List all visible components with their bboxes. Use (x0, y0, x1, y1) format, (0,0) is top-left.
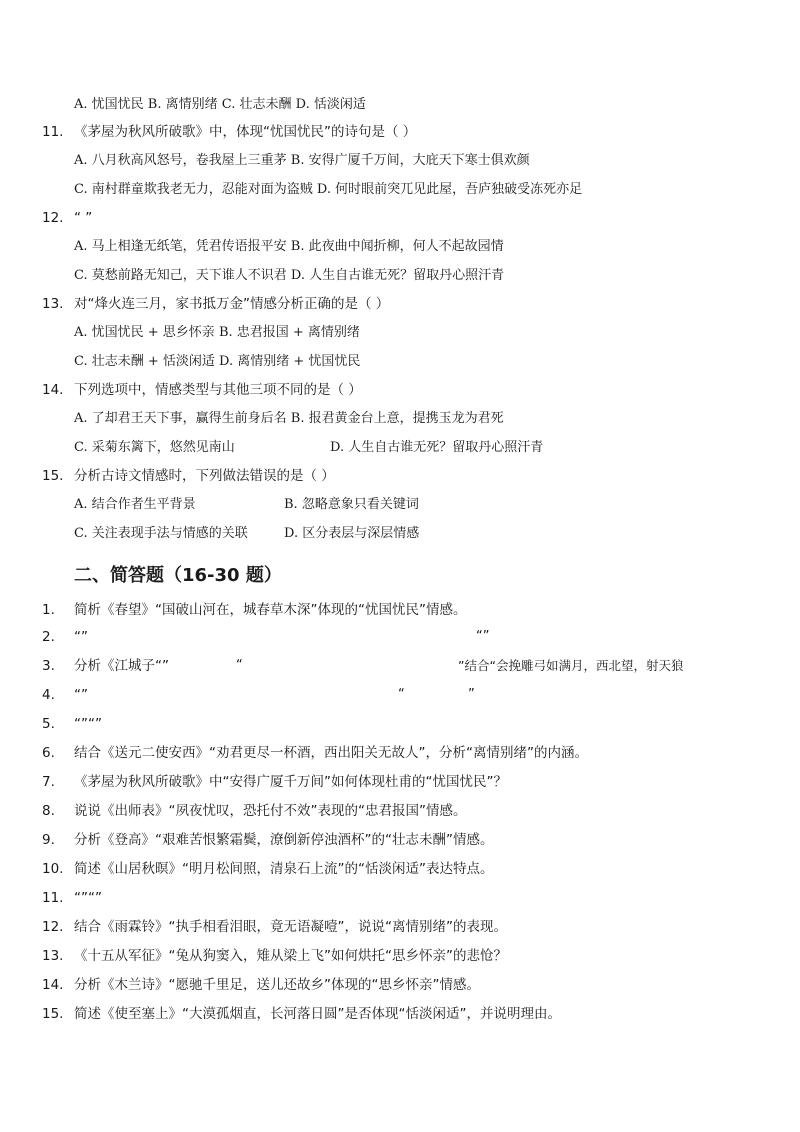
option-line-10 (0, 92, 800, 118)
option-cd: C. 南村群童欺我老无力，忍能对面为盗贼 D. 何时眼前突兀见此屋，吾庐独破受冻死亦足 (74, 182, 583, 197)
question-number: 13. (42, 296, 64, 312)
item-text: “” (74, 629, 88, 645)
short-answer-12 (0, 914, 800, 940)
short-answer-9 (0, 827, 800, 853)
option-line (0, 263, 800, 289)
question-14 (0, 377, 800, 403)
option-line (0, 406, 800, 432)
item-text: “”“” (74, 890, 102, 906)
short-answer-14 (0, 972, 800, 998)
question-stem: 分析古诗文情感时，下列做法错误的是（ ） (74, 468, 335, 484)
option-line (0, 435, 800, 461)
option-line (0, 177, 800, 203)
question-stem: “ ” (74, 210, 93, 226)
option-d: D. 区分表层与深层情感 (284, 526, 420, 541)
section-heading: 二、简答题（16-30 题） (74, 565, 282, 586)
item-number: 8. (42, 803, 55, 819)
option-c: C. 关注表现手法与情感的关联 (74, 526, 248, 541)
item-text: 《茅屋为秋风所破歌》中“安得广厦千万间”如何体现杜甫的“忧国忧民”？ (74, 774, 507, 790)
item-number: 13. (42, 948, 64, 964)
question-11 (0, 119, 800, 145)
question-number: 12. (42, 210, 64, 226)
question-stem: 对“烽火连三月，家书抵万金”情感分析正确的是（ ） (74, 296, 390, 312)
short-answer-11 (0, 885, 800, 911)
option-cd: C. 莫愁前路无知己，天下谁人不识君 D. 人生自古谁无死？留取丹心照汗青 (74, 268, 505, 283)
item-text: 说说《出师表》“夙夜忧叹，恐托付不效”表现的“忠君报国”情感。 (74, 803, 467, 819)
item-text: 简述《山居秋暝》“明月松间照，清泉石上流”的“恬淡闲适”表达特点。 (74, 861, 494, 877)
item-number: 1. (42, 602, 55, 618)
option-c: C. 采菊东篱下，悠然见南山 (74, 440, 235, 455)
short-answer-1 (0, 597, 800, 623)
option-line (0, 234, 800, 260)
item-text: 分析《木兰诗》“愿驰千里足，送儿还故乡”体现的“思乡怀亲”情感。 (74, 977, 480, 993)
option-line (0, 320, 800, 346)
item-number: 2. (42, 629, 55, 645)
option-line (0, 492, 800, 518)
item-number: 3. (42, 658, 55, 674)
item-number: 9. (42, 832, 55, 848)
option-b: B. 忽略意象只看关键词 (284, 497, 419, 512)
option-ab: A. 了却君王天下事，赢得生前身后名 B. 报君黄金台上意，提携玉龙为君死 (74, 411, 504, 426)
item-number: 15. (42, 1006, 64, 1022)
short-answer-13 (0, 943, 800, 969)
item-number: 6. (42, 745, 55, 761)
question-stem: 《茅屋为秋风所破歌》中，体现“忧国忧民”的诗句是（ ） (74, 124, 417, 140)
short-answer-5 (0, 711, 800, 737)
question-13 (0, 291, 800, 317)
short-answer-4 (0, 682, 800, 708)
short-answer-6 (0, 740, 800, 766)
option-cd: C. 壮志未酬 + 恬淡闲适 D. 离情别绪 + 忧国忧民 (74, 354, 361, 369)
options-10: A. 忧国忧民 B. 离情别绪 C. 壮志未酬 D. 恬淡闲适 (74, 97, 366, 112)
short-answer-7 (0, 769, 800, 795)
item-text: 结合《送元二使安西》“劝君更尽一杯酒，西出阳关无故人”，分析“离情别绪”的内涵。 (74, 745, 588, 761)
item-text: 简述《使至塞上》“大漠孤烟直，长河落日圆”是否体现“恬淡闲适”，并说明理由。 (74, 1006, 561, 1022)
option-line (0, 349, 800, 375)
option-ab: A. 忧国忧民 + 思乡怀亲 B. 忠君报国 + 离情别绪 (74, 325, 360, 340)
item-text-fragment: “ (236, 658, 243, 673)
item-text: “” (74, 687, 88, 703)
item-text-fragment: “” (476, 629, 490, 644)
question-number: 15. (42, 468, 64, 484)
item-text-fragment: ” (468, 687, 475, 702)
item-number: 14. (42, 977, 64, 993)
item-number: 10. (42, 861, 64, 877)
short-answer-10 (0, 856, 800, 882)
item-text-fragment: ”结合“会挽雕弓如满月，西北望，射天狼 (458, 658, 684, 673)
item-number: 7. (42, 774, 55, 790)
item-text: 结合《雨霖铃》“执手相看泪眼，竟无语凝噎”，说说“离情别绪”的表现。 (74, 919, 507, 935)
short-answer-8 (0, 798, 800, 824)
item-text: “”“” (74, 716, 102, 732)
question-number: 14. (42, 382, 64, 398)
item-text-fragment: “ (398, 687, 405, 702)
item-text: 简析《春望》“国破山河在，城春草木深”体现的“忧国忧民”情感。 (74, 602, 467, 618)
question-12 (0, 205, 800, 231)
question-number: 11. (42, 124, 64, 140)
short-answer-2 (0, 624, 800, 650)
item-number: 12. (42, 919, 64, 935)
item-number: 5. (42, 716, 55, 732)
question-stem: 下列选项中，情感类型与其他三项不同的是（ ） (74, 382, 362, 398)
option-line (0, 148, 800, 174)
item-text: 分析《江城子“” (74, 658, 169, 674)
option-a: A. 结合作者生平背景 (74, 497, 196, 512)
short-answer-15 (0, 1001, 800, 1027)
question-15 (0, 463, 800, 489)
item-number: 11. (42, 890, 64, 906)
item-text: 分析《登高》“艰难苦恨繁霜鬓，潦倒新停浊酒杯”的“壮志未酬”情感。 (74, 832, 494, 848)
option-ab: A. 马上相逢无纸笔，凭君传语报平安 B. 此夜曲中闻折柳，何人不起故园情 (74, 239, 504, 254)
option-ab: A. 八月秋高风怒号，卷我屋上三重茅 B. 安得广厦千万间，大庇天下寒士俱欢颜 (74, 153, 530, 168)
item-number: 4. (42, 687, 55, 703)
item-text: 《十五从军征》“兔从狗窦入，雉从梁上飞”如何烘托“思乡怀亲”的悲怆？ (74, 948, 507, 964)
option-line (0, 521, 800, 547)
short-answer-3 (0, 653, 800, 679)
option-d: D. 人生自古谁无死？留取丹心照汗青 (330, 440, 544, 455)
